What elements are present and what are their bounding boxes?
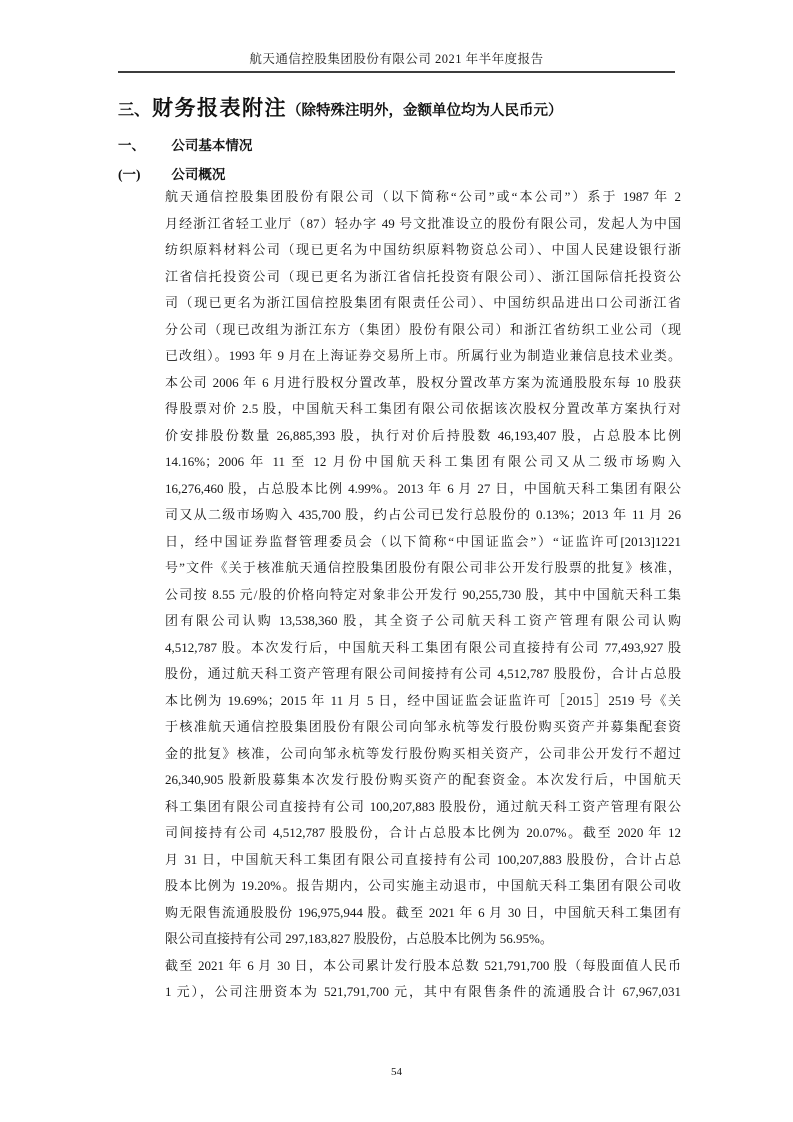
body-line: 股本比例为 19.20%。报告期内，公司实施主动退市，中国航天科工集团有限公司收 bbox=[165, 878, 681, 893]
body-line: 航天通信控股集团股份有限公司（以下简称“公司”或“本公司”）系于 1987 年 2 bbox=[165, 189, 681, 204]
running-header bbox=[0, 49, 793, 67]
paragraph bbox=[165, 953, 681, 1006]
body-line: 号”文件《关于核准航天通信控股集团股份有限公司非公开发行股票的批复》核准， bbox=[165, 560, 681, 575]
section-title-number: 三、 bbox=[118, 102, 151, 119]
body-line: 得股票对价 2.5 股，中国航天科工集团有限公司依据该次股权分置改革方案执行对 bbox=[165, 401, 681, 416]
body-line: 司（现已更名为浙江国信控股集团有限责任公司）、中国纺织品进出口公司浙江省 bbox=[165, 295, 681, 310]
body-line: 本比例为 19.69%；2015 年 11 月 5 日，经中国证监会证监许可［2015］2519 号《关 bbox=[165, 692, 681, 708]
body-line: 司又从二级市场购入 435,700 股，约占公司已发行总股份的 0.13%；2013 年 11 月 26 bbox=[165, 507, 681, 522]
body-line: 截至 2021 年 6 月 30 日，本公司累计发行股本总数 521,791,700 股（每股面值人民币 bbox=[165, 957, 681, 973]
body-line: 14.16%；2006 年 11 至 12 月份中国航天科工集团有限公司又从二级市场购入 bbox=[165, 454, 681, 469]
body-line: 月经浙江省轻工业厅（87）轻办字 49 号文批准设立的股份有限公司，发起人为中国 bbox=[165, 215, 681, 231]
body-line: 限公司直接持有公司 297,183,827 股股份，占总股本比例为 56.95%。 bbox=[165, 931, 553, 946]
body-line: 本公司 2006 年 6 月进行股权分置改革，股权分置改革方案为流通股股东每 10 股获 bbox=[165, 374, 681, 390]
section-title bbox=[118, 92, 563, 122]
body-line: 分公司（现已改组为浙江东方（集团）股份有限公司）和浙江省纺织工业公司（现 bbox=[165, 321, 681, 337]
body-line: 购无限售流通股股份 196,975,944 股。截至 2021 年 6 月 30 日，中国航天科工集团有 bbox=[165, 904, 681, 920]
body-line: 股份，通过航天科工资产管理有限公司间接持有公司 4,512,787 股股份，合计占总股 bbox=[165, 666, 681, 681]
header-divider bbox=[118, 71, 675, 73]
running-header-text: 航天通信控股集团股份有限公司 2021 年半年度报告 bbox=[249, 52, 544, 66]
body-line: 日，经中国证券监督管理委员会（以下简称“中国证监会”）“证监许可[2013]1221 bbox=[165, 533, 681, 549]
body-line: 司间接持有公司 4,512,787 股股份，合计占总股本比例为 20.07%。截至 2020 年 12 bbox=[165, 825, 681, 840]
body-line: 于核准航天通信控股集团股份有限公司向邹永杭等发行股份购买资产并募集配套资 bbox=[165, 719, 681, 734]
heading-label: 公司概况 bbox=[171, 167, 226, 182]
heading-company-basic-info bbox=[118, 134, 252, 154]
page-number: 54 bbox=[391, 1066, 402, 1078]
body-line: 16,276,460 股，占总股本比例 4.99%。2013 年 6 月 27 日，中国航天科工集团有限公 bbox=[165, 480, 681, 496]
body-line: 价安排股份数量 26,885,393 股，执行对价后持股数 46,193,407 股，占总股本比例 bbox=[165, 427, 681, 443]
body-line: 公司按 8.55 元/股的价格向特定对象非公开发行 90,255,730 股，其中中国航天科工集 bbox=[165, 586, 681, 602]
body-line: 26,340,905 股新股募集本次发行股份购买资产的配套资金。本次发行后，中国航天 bbox=[165, 772, 681, 787]
section-title-main: 财务报表附注 bbox=[152, 96, 288, 120]
body-line: 已改组）。1993 年 9 月在上海证券交易所上市。所属行业为制造业兼信息技术业类。 bbox=[165, 348, 681, 363]
section-title-note: （除特殊注明外，金额单位均为人民币元） bbox=[287, 103, 563, 119]
body-line: 金的批复》核准，公司向邹永杭等发行股份购买相关资产，公司非公开发行不超过 bbox=[165, 745, 681, 761]
heading-label: 公司基本情况 bbox=[171, 138, 253, 153]
paragraph bbox=[165, 184, 681, 953]
body-line: 1 元），公司注册资本为 521,791,700 元，其中有限售条件的流通股合计 67,967,031 bbox=[165, 984, 681, 999]
body-line: 江省信托投资公司（现已更名为浙江省信托投资有限公司）、浙江国际信托投资公 bbox=[165, 268, 681, 284]
heading-number: 一、 bbox=[118, 138, 145, 153]
body-line: 团有限公司认购 13,538,360 股，其全资子公司航天科工资产管理有限公司认购 bbox=[165, 613, 681, 628]
body-line: 月 31 日，中国航天科工集团有限公司直接持有公司 100,207,883 股股份，合计占总 bbox=[165, 851, 681, 867]
body-line: 科工集团有限公司直接持有公司 100,207,883 股股份，通过航天科工资产管理有限公 bbox=[165, 798, 681, 814]
body-paragraphs bbox=[165, 184, 681, 1006]
body-line: 纺织原料材料公司（现已更名为中国纺织原料物资总公司）、中国人民建设银行浙 bbox=[165, 242, 681, 257]
body-line: 4,512,787 股。本次发行后，中国航天科工集团有限公司直接持有公司 77,493,927 股 bbox=[165, 639, 681, 655]
heading-number: (一) bbox=[118, 167, 141, 182]
heading-company-overview bbox=[118, 163, 225, 183]
